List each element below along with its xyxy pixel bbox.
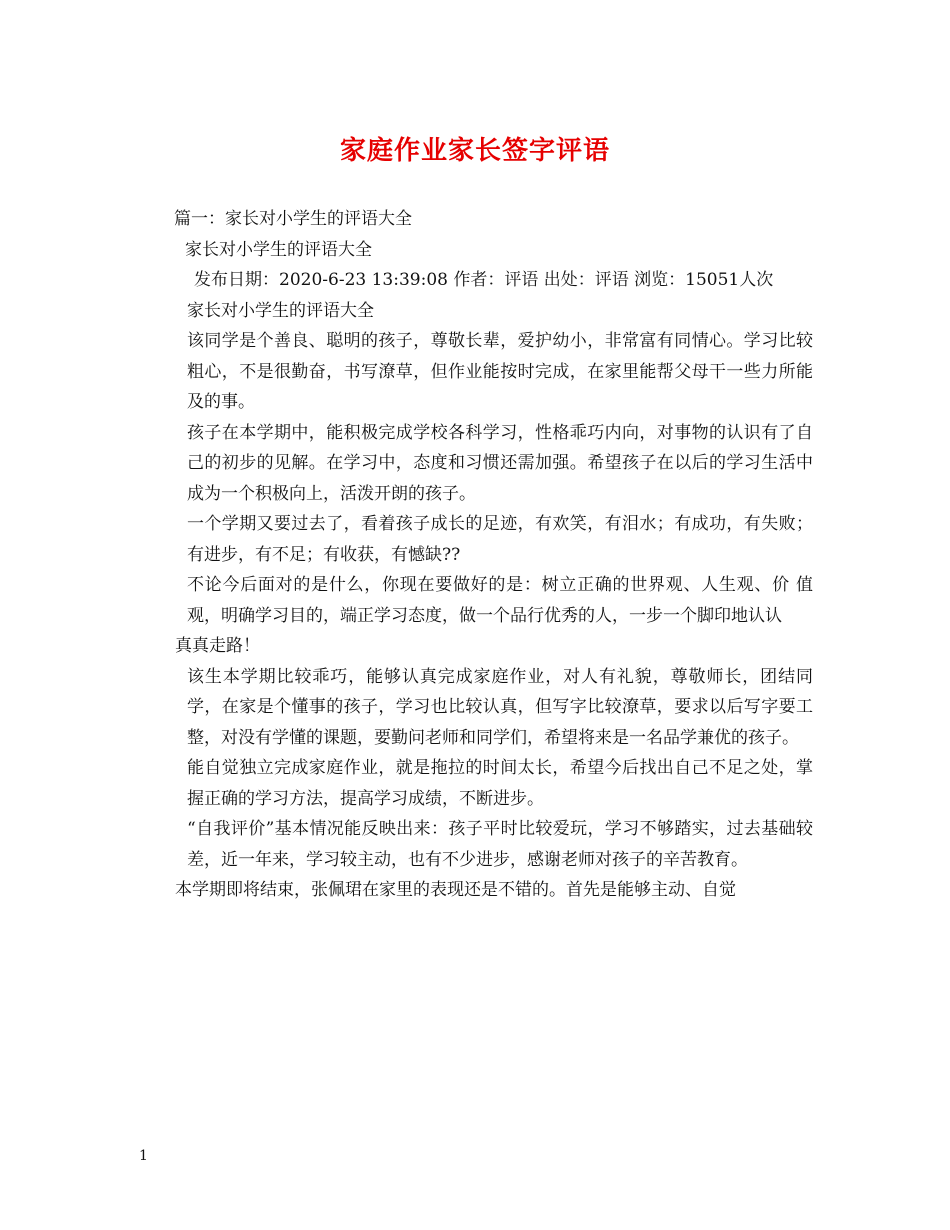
paragraph: 一个学期又要过去了，看着孩子成长的足迹，有欢笑，有泪水；有成功，有失败；有进步，有不足；有收获，有憾缺?? bbox=[187, 514, 813, 565]
paragraph: 孩子在本学期中，能积极完成学校各科学习，性格乖巧内向，对事物的认识有了自己的初步的见解。在学习中，态度和习惯还需加强。希望孩子在以后的学习生活中成为一个积极向上，活泼开朗的孩子。 bbox=[187, 422, 813, 504]
paragraph: 该同学是个善良、聪明的孩子，尊敬长辈，爱护幼小，非常富有同情心。学习比较粗心，不是很勤奋，书写潦草，但作业能按时完成，在家里能帮父母干一些力所能及的事。 bbox=[187, 331, 813, 412]
section-heading: 篇一：家长对小学生的评语大全 bbox=[174, 209, 412, 229]
document-title: 家庭作业家长签字评语 bbox=[339, 136, 610, 166]
paragraph: 能自觉独立完成家庭作业，就是拖拉的时间太长，希望今后找出自己不足之处，掌握正确的学习方法，提高学习成绩，不断进步。 bbox=[187, 758, 813, 809]
document-body bbox=[139, 204, 813, 906]
article-heading: 家长对小学生的评语大全 bbox=[187, 300, 374, 321]
paragraph: “自我评价”基本情况能反映出来：孩子平时比较爱玩，学习不够踏实，过去基础较差，近一年来，学习较主动，也有不少进步，感谢老师对孩子的辛苦教育。 bbox=[187, 819, 813, 870]
paragraph: 真真走路！ bbox=[175, 636, 260, 656]
publish-meta: 发布日期：2020-6-23 13:39:08 作者：评语 出处：评语 浏览：15051人次 bbox=[194, 270, 774, 290]
paragraph: 该生本学期比较乖巧，能够认真完成家庭作业，对人有礼貌，尊敬师长，团结同学，在家是个懂事的孩子，学习也比较认真，但写字比较潦草，要求以后写字要工整，对没有学懂的课题，要勤问老师和同学们，希望将来是一名品学兼优的孩子。 bbox=[187, 666, 813, 748]
article-subtitle: 家长对小学生的评语大全 bbox=[185, 239, 372, 260]
page-number: 1 bbox=[139, 1148, 148, 1164]
paragraph: 本学期即将结束，张佩珺在家里的表现还是不错的。首先是能够主动、自觉 bbox=[175, 880, 736, 900]
paragraph: 不论今后面对的是什么，你现在要做好的是：树立正确的世界观、人生观、价 值观，明确学习目的，端正学习态度，做一个品行优秀的人，一步一个脚印地认认 bbox=[187, 575, 813, 626]
